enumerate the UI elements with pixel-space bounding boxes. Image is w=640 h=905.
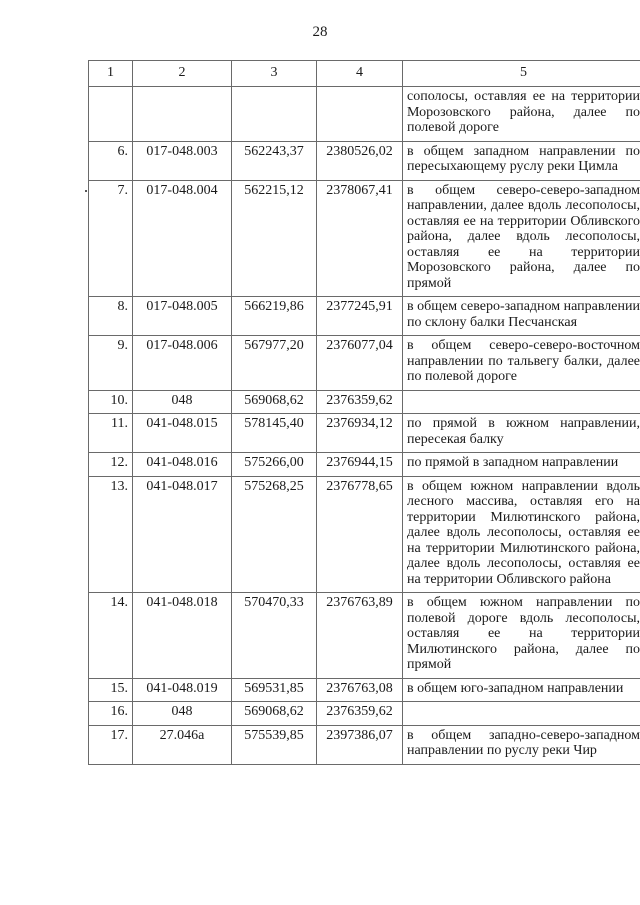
table-row (89, 725, 640, 764)
y-coordinate: 2378067,41 (317, 180, 403, 297)
column-header: 4 (317, 61, 403, 87)
y-coordinate: 2376077,04 (317, 336, 403, 391)
boundary-description: в общем северо-северо-восточном направлении по тальвегу балки, далее по полевой дороге (403, 336, 640, 391)
y-coordinate: 2376944,15 (317, 453, 403, 477)
table-row (89, 141, 640, 180)
boundary-description: в общем западном направлении по пересыхающему руслу реки Цимла (403, 141, 640, 180)
x-coordinate: 569531,85 (232, 678, 317, 702)
x-coordinate: 569068,62 (232, 702, 317, 726)
y-coordinate: 2380526,02 (317, 141, 403, 180)
column-header: 5 (403, 61, 640, 87)
table-row (89, 336, 640, 391)
row-number: 13. (89, 476, 133, 593)
row-number: 17. (89, 725, 133, 764)
row-number: 11. (89, 414, 133, 453)
y-coordinate: 2376763,08 (317, 678, 403, 702)
y-coordinate: 2377245,91 (317, 297, 403, 336)
point-id: 017-048.006 (133, 336, 232, 391)
x-coordinate: 575268,25 (232, 476, 317, 593)
row-number: 12. (89, 453, 133, 477)
x-coordinate: 567977,20 (232, 336, 317, 391)
y-coordinate: 2376934,12 (317, 414, 403, 453)
boundary-description: в общем западно-северо-западном направлении по руслу реки Чир (403, 725, 640, 764)
row-number (89, 87, 133, 142)
row-number: 8. (89, 297, 133, 336)
table-row (89, 476, 640, 593)
column-header: 1 (89, 61, 133, 87)
y-coordinate: 2397386,07 (317, 725, 403, 764)
point-id: 041-048.018 (133, 593, 232, 679)
boundary-description (403, 390, 640, 414)
x-coordinate: 575539,85 (232, 725, 317, 764)
point-id: 041-048.016 (133, 453, 232, 477)
table-body (89, 87, 640, 765)
x-coordinate: 562243,37 (232, 141, 317, 180)
boundary-description: в общем юго-западном направлении (403, 678, 640, 702)
margin-mark (85, 190, 87, 192)
y-coordinate: 2376778,65 (317, 476, 403, 593)
page-number: 28 (312, 24, 328, 40)
table-row (89, 87, 640, 142)
y-coordinate (317, 87, 403, 142)
row-number: 14. (89, 593, 133, 679)
point-id: 048 (133, 390, 232, 414)
table-header-row (89, 61, 640, 87)
x-coordinate: 566219,86 (232, 297, 317, 336)
boundary-description: в общем южном направлении по полевой дороге вдоль лесополосы, оставляя ее на территории Милютинского района, далее по прямой (403, 593, 640, 679)
row-number: 6. (89, 141, 133, 180)
boundary-description: в общем северо-западном направлении по склону балки Песчанская (403, 297, 640, 336)
x-coordinate: 562215,12 (232, 180, 317, 297)
row-number: 15. (89, 678, 133, 702)
point-id: 048 (133, 702, 232, 726)
point-id: 041-048.019 (133, 678, 232, 702)
row-number: 9. (89, 336, 133, 391)
x-coordinate: 575266,00 (232, 453, 317, 477)
row-number: 16. (89, 702, 133, 726)
x-coordinate: 569068,62 (232, 390, 317, 414)
column-header: 3 (232, 61, 317, 87)
point-id: 041-048.017 (133, 476, 232, 593)
row-number: 7. (89, 180, 133, 297)
table-row (89, 180, 640, 297)
x-coordinate: 570470,33 (232, 593, 317, 679)
y-coordinate: 2376359,62 (317, 390, 403, 414)
boundary-description (403, 702, 640, 726)
x-coordinate (232, 87, 317, 142)
table-row (89, 297, 640, 336)
boundary-description: по прямой в южном направлении, пересекая балку (403, 414, 640, 453)
point-id: 017-048.005 (133, 297, 232, 336)
x-coordinate: 578145,40 (232, 414, 317, 453)
point-id: 27.046а (133, 725, 232, 764)
point-id: 017-048.003 (133, 141, 232, 180)
table-row (89, 593, 640, 679)
y-coordinate: 2376763,89 (317, 593, 403, 679)
point-id: 017-048.004 (133, 180, 232, 297)
table-row (89, 414, 640, 453)
y-coordinate: 2376359,62 (317, 702, 403, 726)
table-row (89, 702, 640, 726)
table-row (89, 453, 640, 477)
point-id: 041-048.015 (133, 414, 232, 453)
row-number: 10. (89, 390, 133, 414)
boundary-description: по прямой в западном направлении (403, 453, 640, 477)
column-header: 2 (133, 61, 232, 87)
table-row (89, 390, 640, 414)
boundary-description: сополосы, оставляя ее на территории Морозовского района, далее по полевой дороге (403, 87, 640, 142)
boundary-description: в общем северо-северо-западном направлении, далее вдоль лесополосы, оставляя ее на территории Обливского района, далее вдоль лесополосы, оставляя ее на территории Морозовского района, далее по прямой (403, 180, 640, 297)
point-id (133, 87, 232, 142)
boundary-description: в общем южном направлении вдоль лесного массива, оставляя его на территории Милютинского района, далее вдоль лесополосы, оставляя ее на территории Милютинского района, далее вдоль лесополосы, оставляя ее на территории Обливского района (403, 476, 640, 593)
boundary-points-table (88, 60, 640, 765)
table-row (89, 678, 640, 702)
